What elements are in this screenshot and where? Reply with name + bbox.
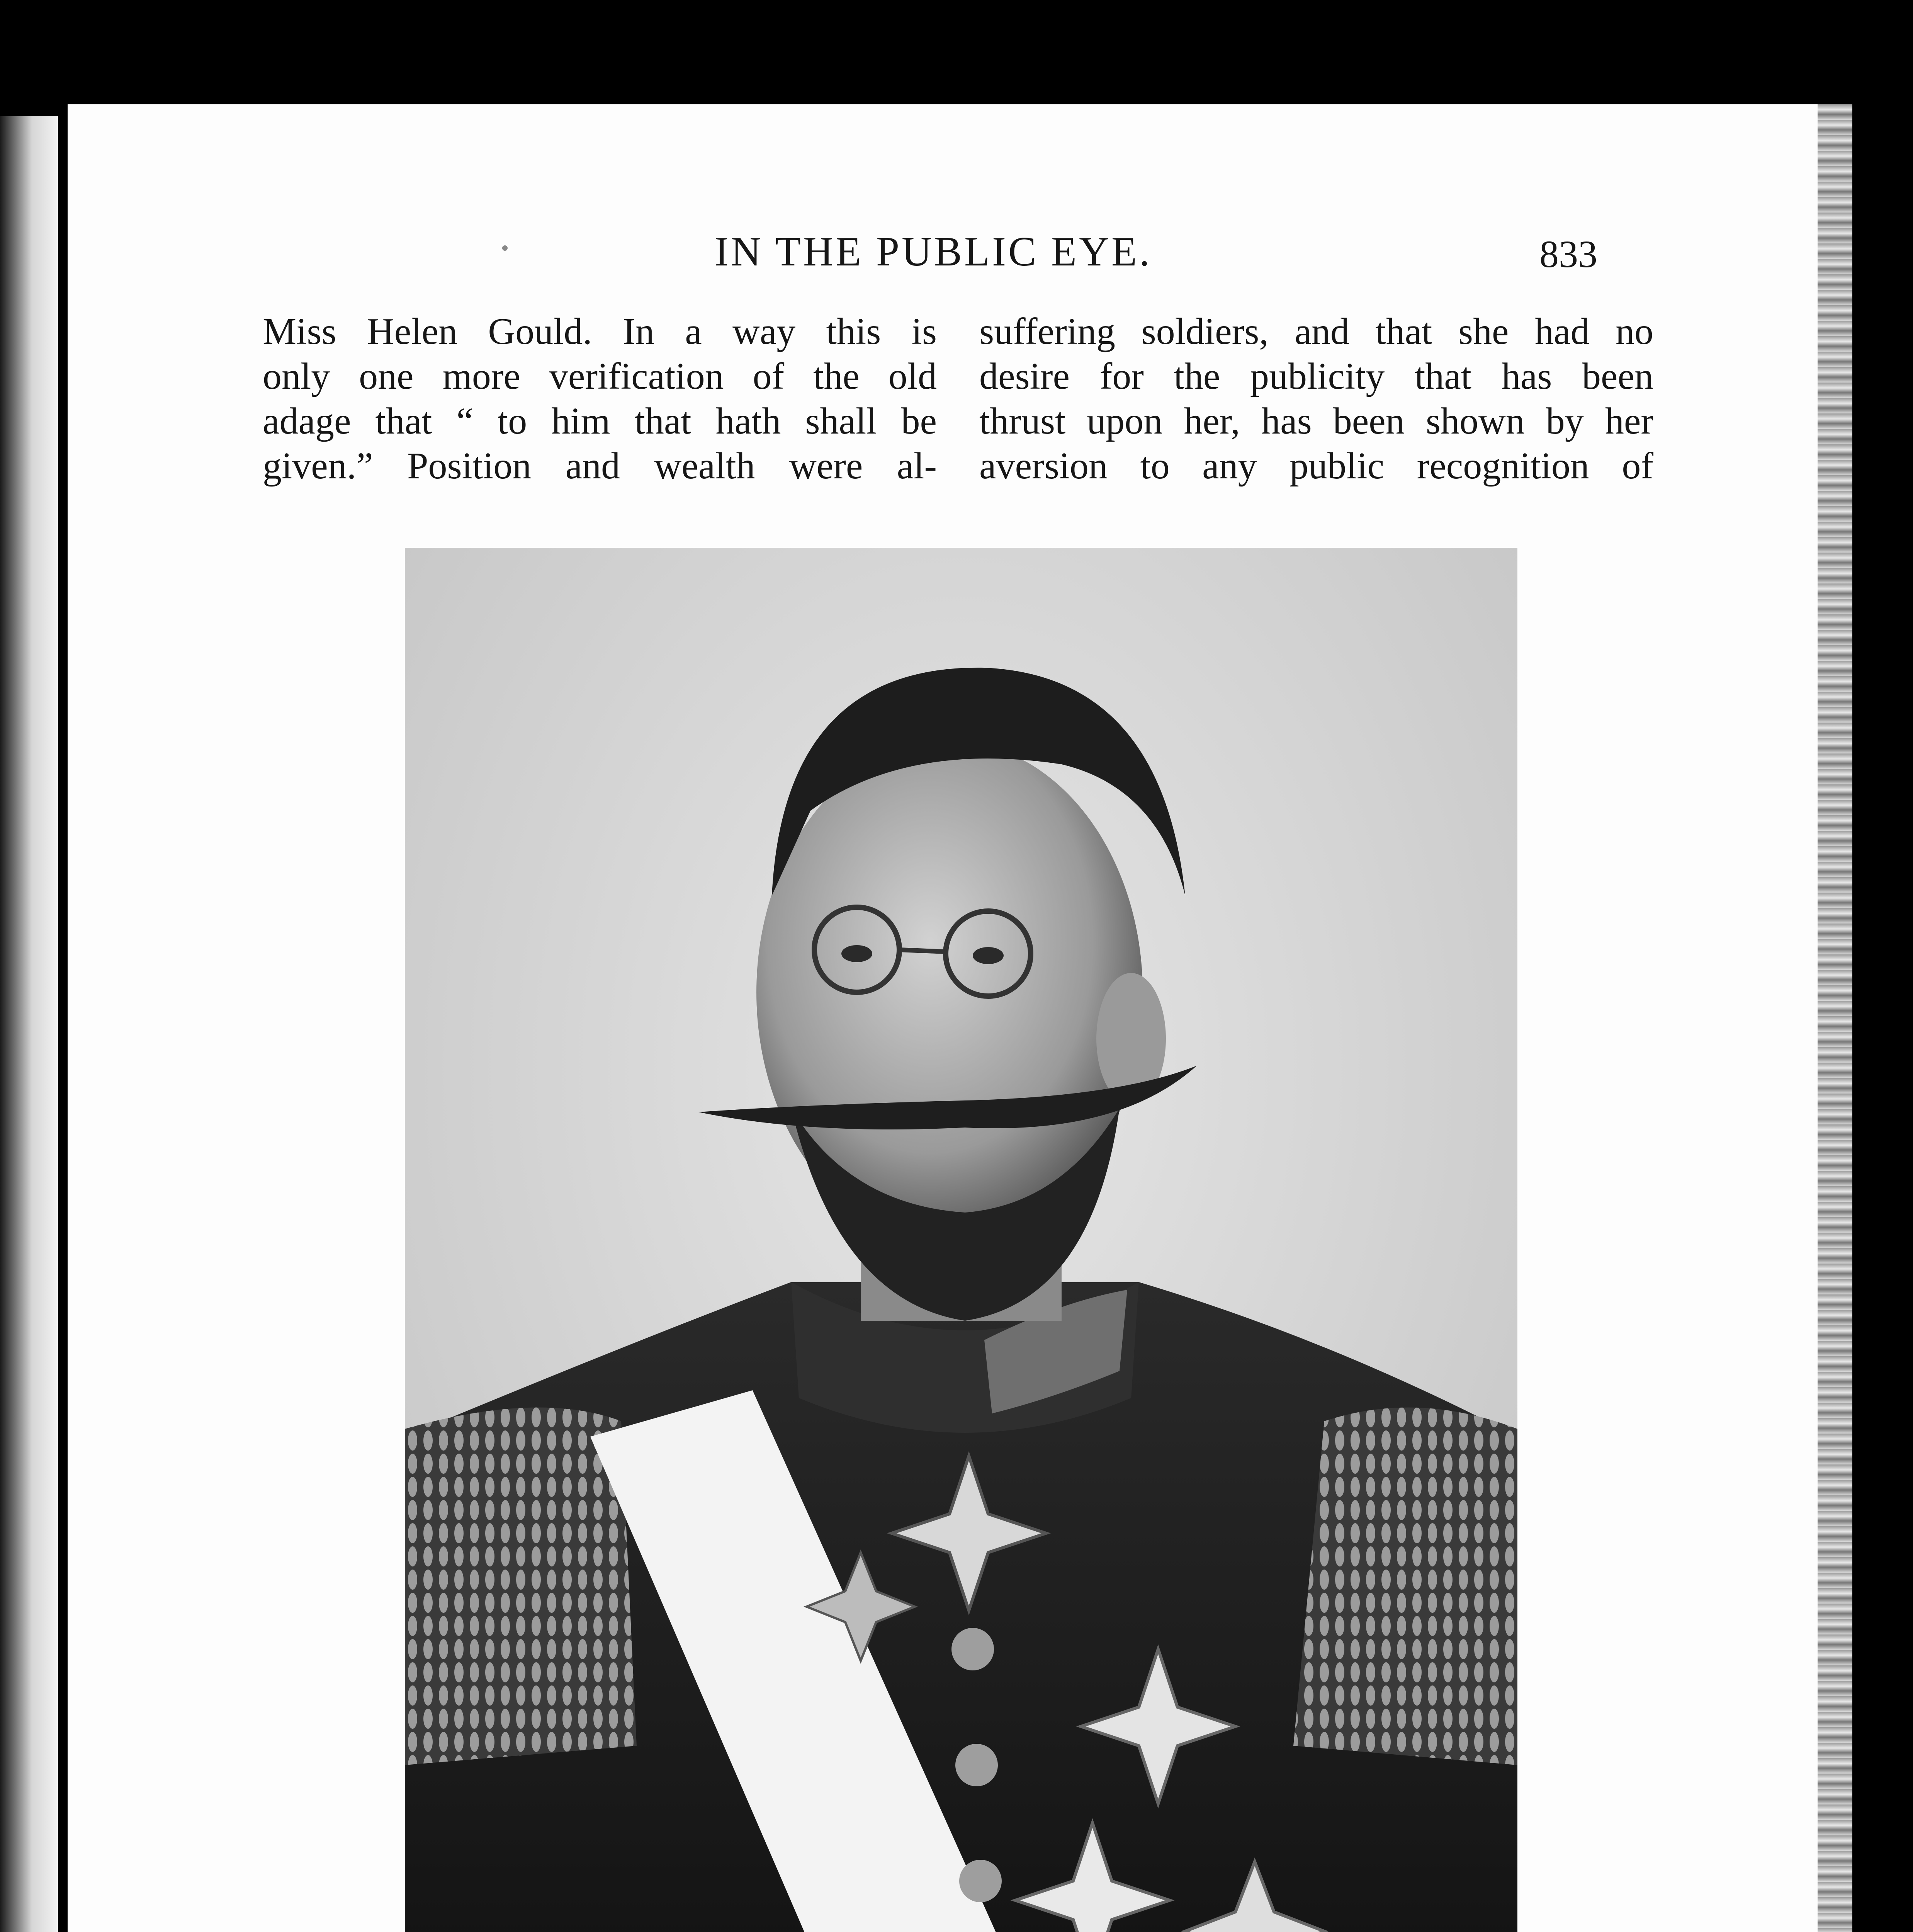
- text-line: Miss Helen Gould. In a way this is: [263, 311, 937, 352]
- text-line: given.” Position and wealth were al-: [263, 445, 937, 487]
- top-left-column: [263, 309, 937, 488]
- print-speck: [502, 245, 508, 251]
- text-line: suffering soldiers, and that she had no: [979, 311, 1653, 352]
- portrait-photograph: [405, 548, 1517, 1932]
- text-line: adage that “ to him that hath shall be: [263, 400, 937, 442]
- portrait-illustration: [405, 548, 1517, 1932]
- text-line: aversion to any public recognition of: [979, 445, 1653, 487]
- previous-page-edge: [0, 116, 58, 1932]
- text-line: desire for the publicity that has been: [979, 355, 1653, 397]
- page-number: 833: [1539, 233, 1597, 276]
- text-line: thrust upon her, has been shown by her: [979, 400, 1653, 442]
- text-line: only one more verification of the old: [263, 355, 937, 397]
- running-head: IN THE PUBLIC EYE.: [715, 229, 1152, 275]
- top-right-column: [979, 309, 1653, 488]
- page-stack-edge: [1818, 104, 1852, 1932]
